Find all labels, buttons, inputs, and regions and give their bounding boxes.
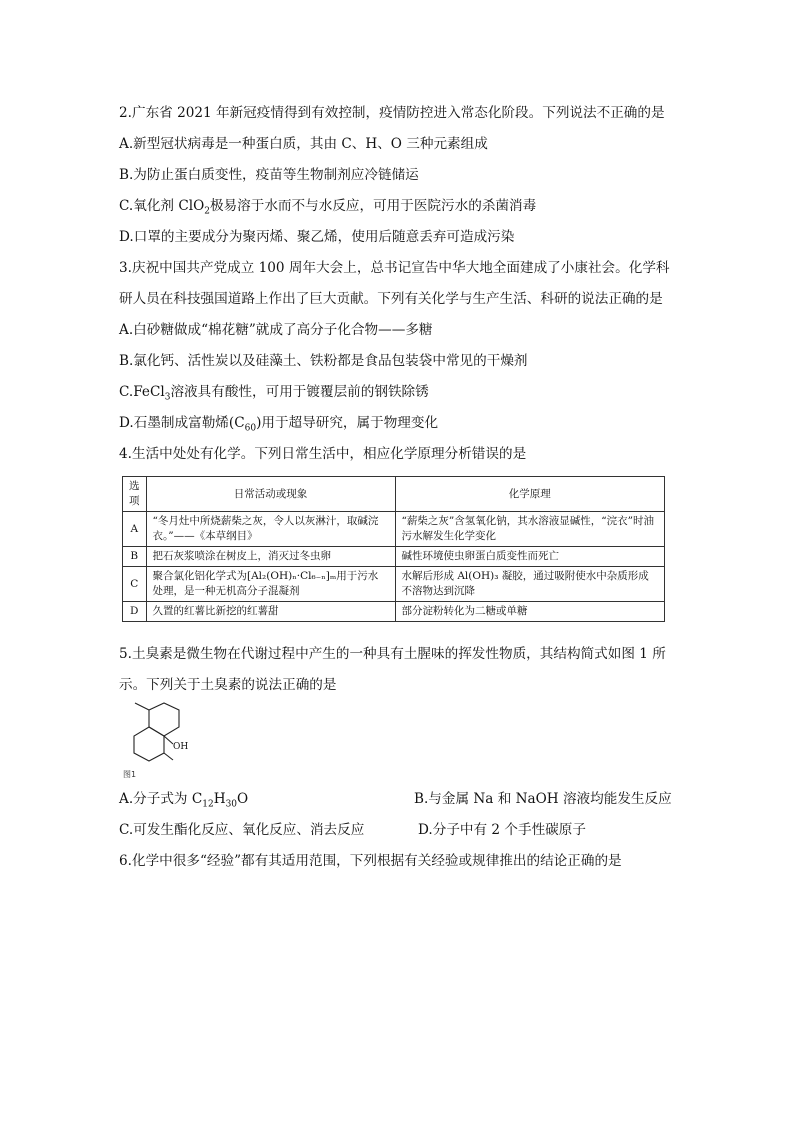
q5-stem-line2: 示。下列关于土臭素的说法正确的是	[119, 677, 337, 693]
q2-stem: 2.广东省 2021 年新冠疫情得到有效控制，疫情防控进入常态化阶段。下列说法不正确的是	[119, 105, 665, 121]
q4-table	[122, 476, 665, 622]
row-option: B	[123, 547, 147, 567]
q3-option-b: B.氯化钙、活性炭以及硅藻土、铁粉都是食品包装袋中常见的干燥剂	[119, 353, 528, 369]
hydroxyl-label: OH	[173, 742, 189, 752]
table-row	[123, 547, 665, 567]
row-activity: “冬月灶中所烧薪柴之灰，令人以灰淋汁，取碱浣衣。”——《本草纲目》	[146, 512, 395, 547]
row-principle: 部分淀粉转化为二糖或单糖	[395, 602, 665, 622]
header-activity: 日常活动或现象	[146, 477, 395, 512]
header-principle: 化学原理	[395, 477, 665, 512]
geosmin-structure-figure	[119, 700, 209, 780]
q4-stem: 4.生活中处处有化学。下列日常生活中，相应化学原理分析错误的是	[119, 446, 527, 462]
table-row	[123, 602, 665, 622]
row-option: D	[123, 602, 147, 622]
row-option: A	[123, 512, 147, 547]
q5-stem-line1: 5.土臭素是微生物在代谢过程中产生的一种具有土腥味的挥发性物质，其结构简式如图 1 所	[119, 646, 666, 662]
q5-option-c: C.可发生酯化反应、氧化反应、消去反应	[119, 822, 365, 838]
row-option: C	[123, 567, 147, 602]
hydroxyl-bond	[164, 736, 173, 744]
figure-caption: 图1	[123, 770, 137, 779]
q2-option-b: B.为防止蛋白质变性，疫苗等生物制剂应冷链储运	[119, 167, 419, 183]
row-activity: 久置的红薯比新挖的红薯甜	[146, 602, 395, 622]
header-option: 选项	[123, 477, 147, 512]
q2-option-a: A.新型冠状病毒是一种蛋白质，其由 C、H、O 三种元素组成	[119, 136, 488, 152]
q5-option-a: A.分子式为 $C_{12}H_{30}O$	[119, 791, 249, 810]
q2-option-d: D.口罩的主要成分为聚丙烯、聚乙烯，使用后随意丢弃可造成污染	[119, 229, 515, 245]
q6-stem: 6.化学中很多“经验”都有其适用范围，下列根据有关经验或规律推出的结论正确的是	[119, 853, 622, 869]
row-principle: “薪柴之灰”含氢氧化钠，其水溶液显碱性，“浣衣”时油污水解发生化学变化	[395, 512, 665, 547]
row-principle: 碱性环境使虫卵蛋白质变性而死亡	[395, 547, 665, 567]
q2-option-c: C.氧化剂 ClO$_2$极易溶于水而不与水反应，可用于医院污水的杀菌消毒	[119, 198, 537, 217]
q3-option-a: A.白砂糖做成“棉花糖”就成了高分子化合物——多糖	[119, 322, 433, 338]
table-row	[123, 512, 665, 547]
methyl-bond-bottom	[164, 753, 173, 760]
row-activity: 把石灰浆喷涂在树皮上，消灭过冬虫卵	[146, 547, 395, 567]
row-activity: 聚合氯化铝化学式为[Al₂(OH)ₙ·Cl₆₋ₙ]ₘ用于污水处理，是一种无机高分子混凝剂	[146, 567, 395, 602]
q5-option-b: B.与金属 Na 和 NaOH 溶液均能发生反应	[414, 791, 672, 807]
q5-option-d: D.分子中有 2 个手性碳原子	[418, 822, 586, 838]
q3-stem-line1: 3.庆祝中国共产党成立 100 周年大会上，总书记宣告中华大地全面建成了小康社会。化学科	[119, 260, 670, 276]
ring-lower	[134, 727, 164, 761]
q3-stem-line2: 研人员在科技强国道路上作出了巨大贡献。下列有关化学与生产生活、科研的说法正确的是	[119, 291, 663, 307]
ring-upper	[149, 703, 179, 736]
table-header-row	[123, 477, 665, 512]
q3-option-c: C.FeCl$_3$溶液具有酸性，可用于镀覆层前的钢铁除锈	[119, 384, 429, 403]
methyl-bond-top	[135, 703, 149, 710]
q3-option-d: D.石墨制成富勒烯$(C_{60})$用于超导研究，属于物理变化	[119, 415, 439, 434]
table-row	[123, 567, 665, 602]
row-principle: 水解后形成 Al(OH)₃ 凝胶，通过吸附使水中杂质形成不溶物达到沉降	[395, 567, 665, 602]
